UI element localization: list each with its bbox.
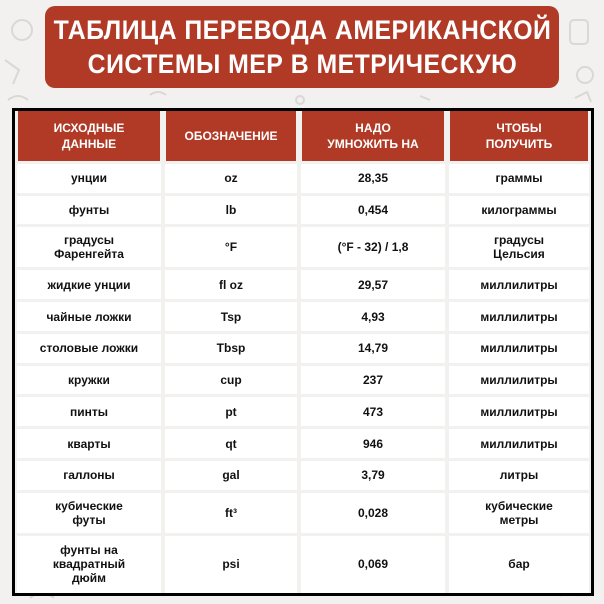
table-row bbox=[15, 429, 591, 461]
cell-result: килограммы bbox=[447, 196, 591, 228]
table-row bbox=[15, 536, 591, 593]
cell-factor: 946 bbox=[299, 429, 447, 461]
cell-symbol: cup bbox=[163, 366, 299, 398]
cell-symbol: oz bbox=[163, 164, 299, 196]
cell-symbol: gal bbox=[163, 461, 299, 493]
table-row bbox=[15, 461, 591, 493]
table-row bbox=[15, 334, 591, 366]
cell-unit: столовые ложки bbox=[15, 334, 163, 366]
table-row bbox=[15, 493, 591, 536]
cell-factor: 473 bbox=[299, 397, 447, 429]
cell-unit: галлоны bbox=[15, 461, 163, 493]
cell-symbol: ft³ bbox=[163, 493, 299, 536]
cell-unit: чайные ложки bbox=[15, 302, 163, 334]
table-row bbox=[15, 164, 591, 196]
cell-factor: 3,79 bbox=[299, 461, 447, 493]
title-banner bbox=[45, 6, 559, 88]
cell-unit: градусы Фаренгейта bbox=[15, 227, 163, 270]
cell-result: миллилитры bbox=[447, 334, 591, 366]
header-multiply-by: НАДО УМНОЖИТЬ НА bbox=[299, 111, 447, 164]
cell-factor: 29,57 bbox=[299, 270, 447, 302]
cell-factor: 0,454 bbox=[299, 196, 447, 228]
header-source-data: ИСХОДНЫЕ ДАННЫЕ bbox=[15, 111, 163, 164]
cell-factor: 237 bbox=[299, 366, 447, 398]
cell-result: градусы Цельсия bbox=[447, 227, 591, 270]
cell-symbol: Tsp bbox=[163, 302, 299, 334]
cell-factor: 4,93 bbox=[299, 302, 447, 334]
cell-unit: кружки bbox=[15, 366, 163, 398]
cell-factor: 0,069 bbox=[299, 536, 447, 593]
cell-result: литры bbox=[447, 461, 591, 493]
cell-factor: 14,79 bbox=[299, 334, 447, 366]
cell-unit: кубические футы bbox=[15, 493, 163, 536]
cell-result: миллилитры bbox=[447, 366, 591, 398]
cell-unit: фунты на квадратный дюйм bbox=[15, 536, 163, 593]
cell-symbol: psi bbox=[163, 536, 299, 593]
cell-symbol: Tbsp bbox=[163, 334, 299, 366]
cell-symbol: °F bbox=[163, 227, 299, 270]
cell-unit: кварты bbox=[15, 429, 163, 461]
table-row bbox=[15, 270, 591, 302]
table-row bbox=[15, 196, 591, 228]
cell-symbol: lb bbox=[163, 196, 299, 228]
title-line-2: СИСТЕМЫ МЕР В МЕТРИЧЕСКУЮ bbox=[87, 49, 517, 79]
conversion-table bbox=[12, 108, 594, 596]
cell-result: кубические метры bbox=[447, 493, 591, 536]
table-row bbox=[15, 397, 591, 429]
cell-result: миллилитры bbox=[447, 397, 591, 429]
cell-unit: унции bbox=[15, 164, 163, 196]
table-row bbox=[15, 302, 591, 334]
cell-symbol: qt bbox=[163, 429, 299, 461]
cell-result: граммы bbox=[447, 164, 591, 196]
header-symbol: ОБОЗНАЧЕНИЕ bbox=[163, 111, 299, 164]
table-row bbox=[15, 227, 591, 270]
cell-factor: 28,35 bbox=[299, 164, 447, 196]
table-header-row bbox=[15, 111, 591, 164]
cell-result: миллилитры bbox=[447, 302, 591, 334]
cell-factor: (°F - 32) / 1,8 bbox=[299, 227, 447, 270]
table-row bbox=[15, 366, 591, 398]
cell-result: миллилитры bbox=[447, 270, 591, 302]
cell-symbol: fl oz bbox=[163, 270, 299, 302]
cell-unit: фунты bbox=[15, 196, 163, 228]
cell-factor: 0,028 bbox=[299, 493, 447, 536]
cell-unit: пинты bbox=[15, 397, 163, 429]
title-line-1: ТАБЛИЦА ПЕРЕВОДА АМЕРИКАНСКОЙ bbox=[53, 15, 551, 45]
cell-unit: жидкие унции bbox=[15, 270, 163, 302]
cell-result: бар bbox=[447, 536, 591, 593]
cell-result: миллилитры bbox=[447, 429, 591, 461]
header-to-get: ЧТОБЫ ПОЛУЧИТЬ bbox=[447, 111, 591, 164]
cell-symbol: pt bbox=[163, 397, 299, 429]
